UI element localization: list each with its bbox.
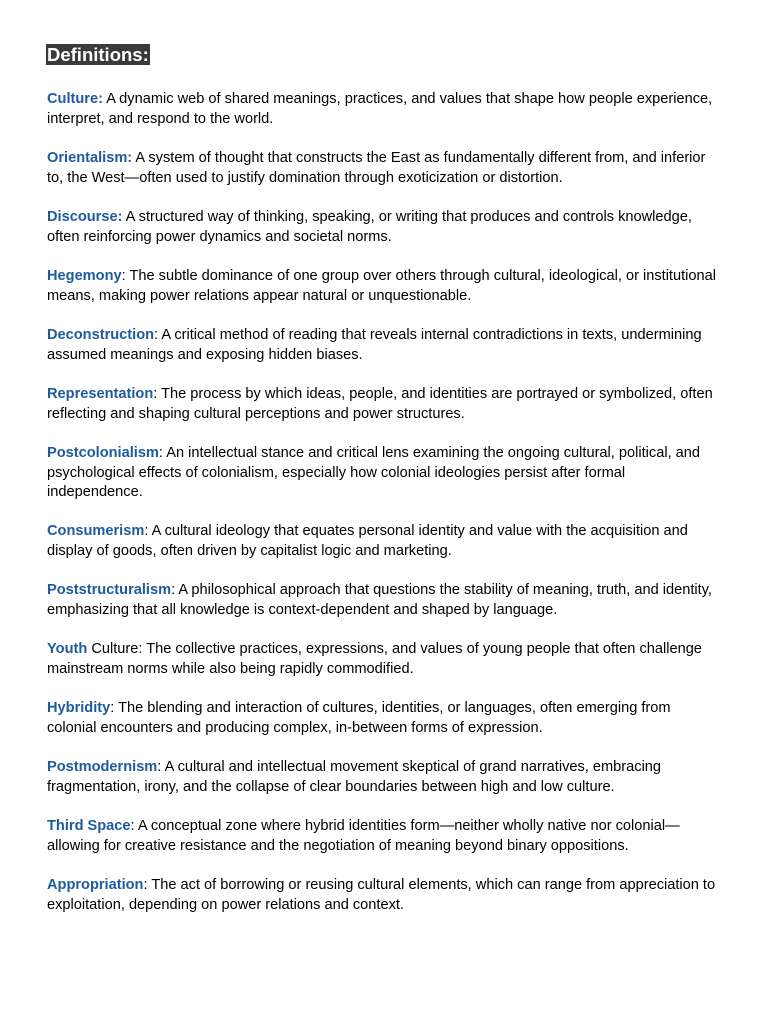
definition-term: Hybridity <box>47 700 111 717</box>
definition-text: : A philosophical approach that questions the stability of meaning, truth, and identity, emphasizing that all knowledge is context-dependent and shaped by language. <box>47 582 712 619</box>
definition-item <box>47 640 722 679</box>
definition-term: Orientalism: <box>47 149 133 166</box>
definition-item <box>47 444 722 503</box>
definition-text: : An intellectual stance and critical lens examining the ongoing cultural, political, and psychological effects of colonialism, especially how colonial ideologies persist after formal independence. <box>47 444 701 501</box>
definition-term: Postcolonialism <box>47 444 159 461</box>
definition-term: Appropriation <box>47 877 144 894</box>
definition-text: : A cultural ideology that equates personal identity and value with the acquisition and display of goods, often driven by capitalist logic and marketing. <box>47 523 688 560</box>
definition-item <box>47 149 722 188</box>
definition-text: : The act of borrowing or reusing cultural elements, which can range from appreciation to exploitation, depending on power relations and context. <box>47 877 716 913</box>
definition-text: Culture: The collective practices, expressions, and values of young people that often challenge mainstream norms while also being rapidly commodified. <box>47 641 702 678</box>
definition-item <box>47 326 722 365</box>
definition-text: : A conceptual zone where hybrid identities form—neither wholly native nor colonial—allowing for creative resistance and the negotiation of meaning beyond binary oppositions. <box>47 818 680 854</box>
definition-text: A system of thought that constructs the East as fundamentally different from, and inferior to, the West—often used to justify domination through exoticization or distortion. <box>47 149 706 186</box>
definition-text: A dynamic web of shared meanings, practices, and values that shape how people experience, interpret, and respond to the world. <box>47 91 713 127</box>
definition-item <box>47 522 722 561</box>
definition-item <box>47 90 722 129</box>
definition-item <box>47 817 722 856</box>
definition-term: Consumerism <box>47 523 145 540</box>
definition-term: Discourse: <box>47 208 123 225</box>
definition-item <box>47 699 722 738</box>
page-title: Definitions: <box>47 44 149 65</box>
definition-term: Hegemony <box>47 267 122 284</box>
definition-term: Postmodernism <box>47 759 158 776</box>
definition-item <box>47 267 722 306</box>
document-page <box>47 44 722 935</box>
definition-text: : The process by which ideas, people, and identities are portrayed or symbolized, often reflecting and shaping cultural perceptions and power structures. <box>47 385 713 422</box>
definition-text: : A cultural and intellectual movement skeptical of grand narratives, embracing fragmentation, irony, and the collapse of clear boundaries between high and low culture. <box>47 759 662 796</box>
definition-term: Youth <box>47 641 88 658</box>
definition-item <box>47 758 722 797</box>
definition-item <box>47 876 722 915</box>
definition-term: Third Space <box>47 818 131 835</box>
definition-text: : The blending and interaction of cultures, identities, or languages, often emerging from colonial encounters and producing complex, in-between forms of expression. <box>47 700 671 737</box>
definition-term: Culture: <box>47 91 103 107</box>
definition-item <box>47 581 722 620</box>
definition-text: : A critical method of reading that reveals internal contradictions in texts, undermining assumed meanings and exposing hidden biases. <box>47 326 702 363</box>
definition-text: : The subtle dominance of one group over others through cultural, ideological, or institutional means, making power relations appear natural or unquestionable. <box>47 267 716 304</box>
definition-item <box>47 385 722 424</box>
definition-list <box>47 90 722 916</box>
definition-item <box>47 208 722 247</box>
definition-term: Deconstruction <box>47 326 155 343</box>
definition-term: Representation <box>47 385 154 402</box>
definition-text: A structured way of thinking, speaking, or writing that produces and controls knowledge, often reinforcing power dynamics and societal norms. <box>47 208 692 245</box>
definition-term: Poststructuralism <box>47 582 172 599</box>
